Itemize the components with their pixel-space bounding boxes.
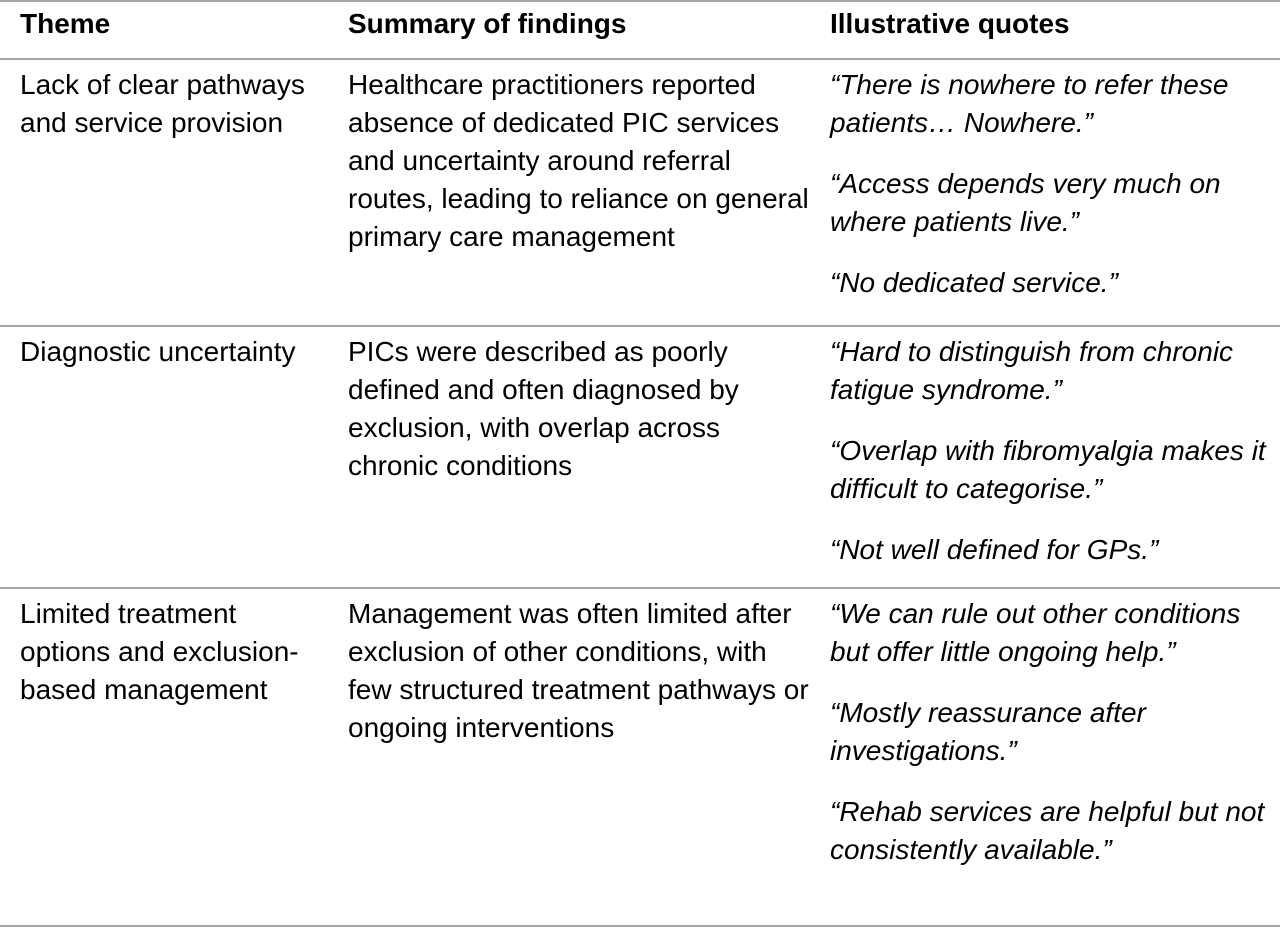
quote: “No dedicated service.” bbox=[830, 267, 1118, 298]
table-row bbox=[0, 325, 1280, 587]
header-quotes: Illustrative quotes bbox=[830, 8, 1070, 39]
theme-cell: Limited treatment options and exclusion-based management bbox=[20, 598, 299, 705]
quote: “Mostly reassurance after investigations.” bbox=[830, 697, 1146, 766]
header-summary: Summary of findings bbox=[348, 8, 627, 39]
summary-cell: PICs were described as poorly defined and often diagnosed by exclusion, with overlap across chronic conditions bbox=[348, 336, 739, 481]
quote: “Overlap with fibromyalgia makes it difficult to categorise.” bbox=[830, 435, 1266, 504]
summary-cell: Healthcare practitioners reported absence of dedicated PIC services and uncertainty around referral routes, leading to reliance on general primary care management bbox=[348, 69, 809, 252]
header-theme: Theme bbox=[20, 8, 111, 39]
table-row bbox=[0, 58, 1280, 325]
quotes-cell bbox=[812, 60, 1280, 325]
summary-cell: Management was often limited after exclusion of other conditions, with few structured treatment pathways or ongoing interventions bbox=[348, 598, 809, 743]
table-header-row bbox=[0, 0, 1280, 58]
quote: “There is nowhere to refer these patients… Nowhere.” bbox=[830, 69, 1229, 138]
quotes-cell bbox=[812, 327, 1280, 587]
quotes-cell bbox=[812, 589, 1280, 925]
quote: “Rehab services are helpful but not consistently available.” bbox=[830, 796, 1265, 865]
quote: “Not well defined for GPs.” bbox=[830, 534, 1159, 565]
quote: “Access depends very much on where patients live.” bbox=[830, 168, 1221, 237]
theme-cell: Diagnostic uncertainty bbox=[20, 336, 296, 367]
table-row bbox=[0, 587, 1280, 927]
quote: “Hard to distinguish from chronic fatigue syndrome.” bbox=[830, 336, 1234, 405]
theme-cell: Lack of clear pathways and service provision bbox=[20, 69, 305, 138]
quote: “We can rule out other conditions but offer little ongoing help.” bbox=[830, 598, 1241, 667]
